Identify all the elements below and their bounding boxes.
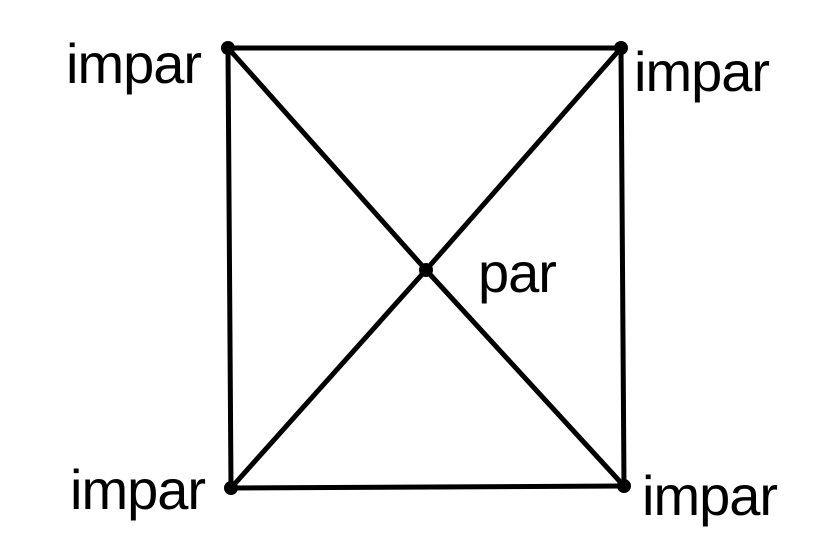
- edge-bottom: [231, 486, 624, 488]
- vertex-center: [419, 263, 433, 277]
- vertex-bottom-right: [617, 479, 631, 493]
- edge-diagonal-center-bl: [231, 270, 426, 488]
- vertex-top-left: [221, 41, 235, 55]
- vertex-label-top-left: impar: [66, 32, 202, 95]
- edge-left: [228, 48, 231, 488]
- vertex-label-bottom-left: impar: [70, 458, 206, 521]
- vertex-label-center: par: [478, 241, 556, 304]
- vertex-bottom-left: [224, 481, 238, 495]
- edge-diagonal-tl-center: [228, 48, 426, 270]
- vertex-top-right: [614, 41, 628, 55]
- edge-right: [621, 48, 624, 486]
- edge-diagonal-tr-center: [426, 48, 621, 270]
- vertex-label-top-right: impar: [634, 40, 770, 103]
- vertex-label-bottom-right: impar: [642, 464, 778, 527]
